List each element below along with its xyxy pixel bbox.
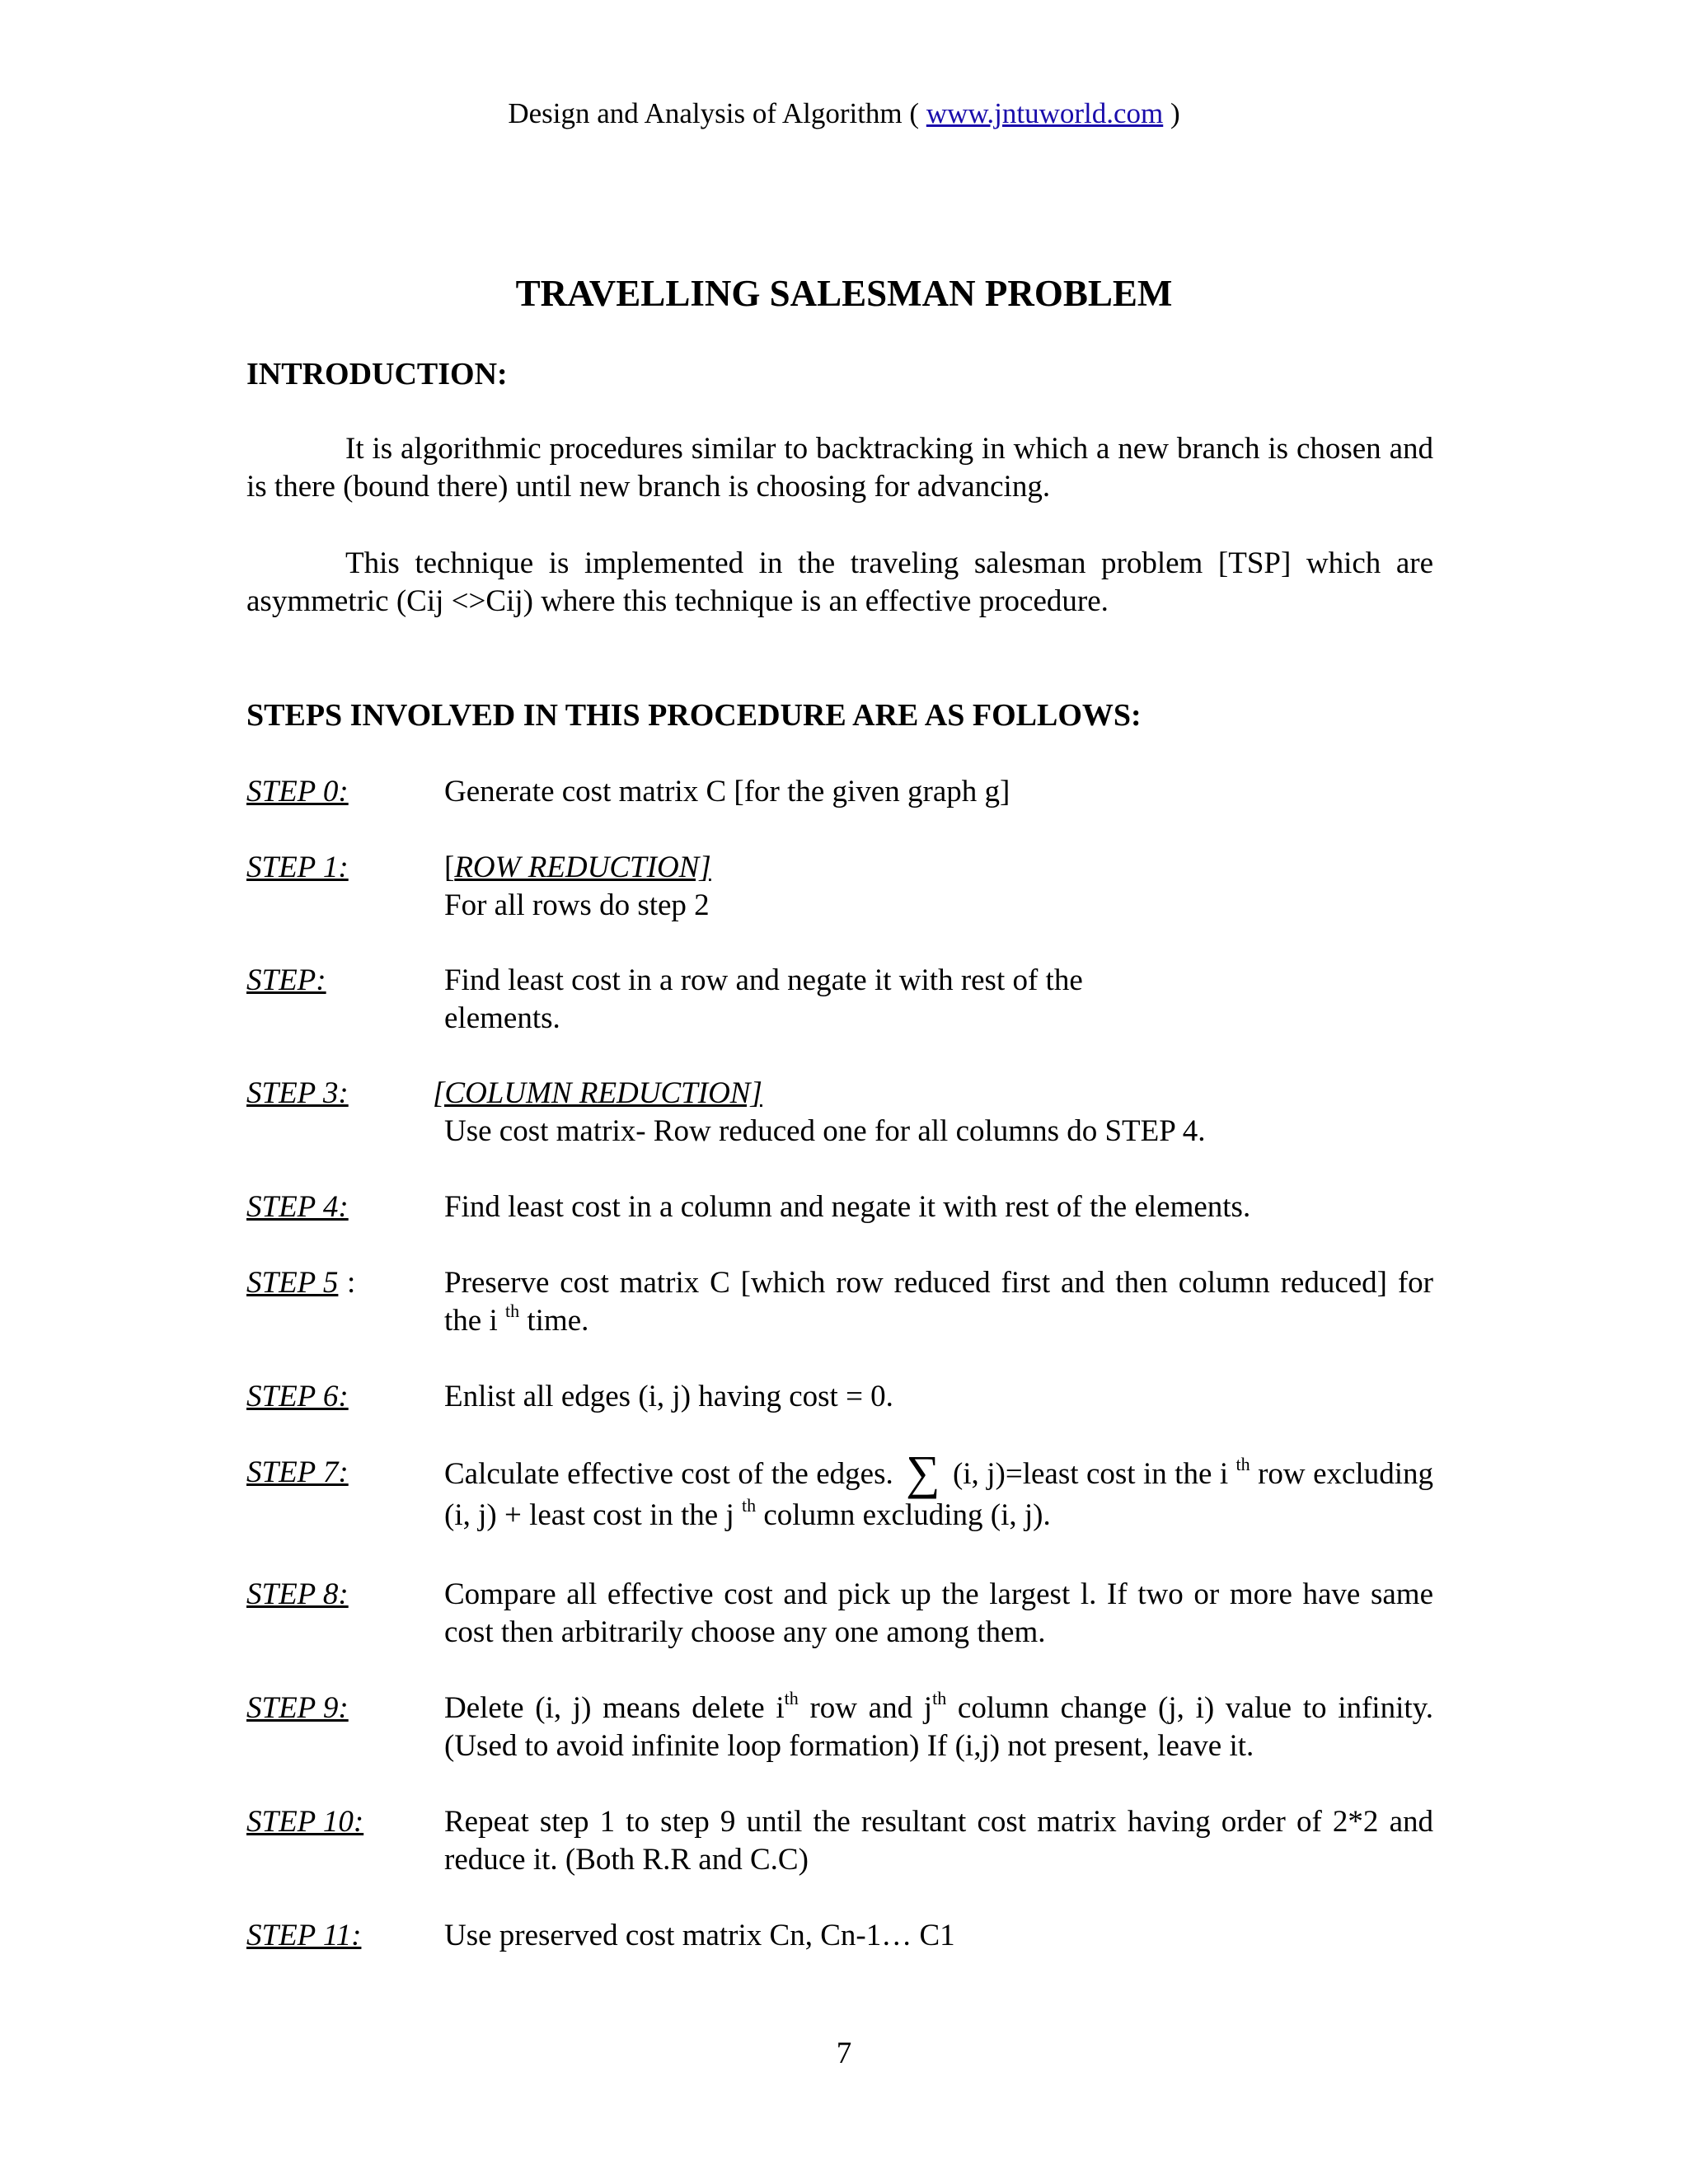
step-4 (246, 1188, 1433, 1271)
step-body (433, 1075, 1433, 1151)
step-text-part: row and j (798, 1691, 933, 1725)
step-subheading: [COLUMN REDUCTION] (433, 1076, 762, 1110)
step-text: Repeat step 1 to step 9 until the resultant cost matrix having order of 2*2 and reduce it. (Both R.R and C.C) (444, 1805, 1433, 1877)
superscript-th: th (784, 1688, 799, 1708)
intro-paragraph-1: It is algorithmic procedures similar to backtracking in which a new branch is chosen and is there (bound there) until new branch is choosing for advancing. (246, 432, 1433, 504)
step-label: STEP 4: (246, 1190, 349, 1224)
step-1 (246, 849, 1433, 931)
step-text (444, 1264, 1433, 1340)
superscript-th: th (932, 1688, 947, 1708)
step-label: STEP 9: (246, 1691, 349, 1725)
bracket-open: [ (444, 851, 455, 884)
step-7 (246, 1446, 1433, 1536)
step-10 (246, 1803, 1433, 1886)
step-text-line-2: elements. (444, 1001, 560, 1035)
step-9 (246, 1690, 1433, 1772)
step-subheading-line (433, 1075, 1433, 1113)
step-text-line-1: Find least cost in a row and negate it with rest of the (444, 963, 1083, 997)
step-label-colon: : (347, 1266, 356, 1300)
superscript-th: th (504, 1301, 520, 1321)
step-label: STEP 10: (246, 1805, 364, 1839)
step-8 (246, 1576, 1433, 1658)
superscript-th: th (742, 1495, 757, 1516)
step-body (444, 849, 1433, 925)
step-0 (246, 773, 1433, 855)
step-text-part: Delete (i, j) means delete i (444, 1691, 785, 1725)
step-text: Use cost matrix- Row reduced one for all columns do STEP 4. (444, 1114, 1206, 1148)
introduction-heading: INTRODUCTION: (246, 357, 508, 391)
step-label: STEP 11: (246, 1919, 362, 1952)
step-text (444, 1446, 1433, 1536)
page-number: 7 (836, 2036, 852, 2070)
step-text-part: Preserve cost matrix C [which row reduced first and then column reduced] for the i (444, 1266, 1433, 1338)
step-body (444, 962, 1186, 1038)
step-text: Enlist all edges (i, j) having cost = 0. (444, 1380, 893, 1413)
step-label: STEP 8: (246, 1577, 349, 1611)
header-suffix: ) (1163, 97, 1180, 129)
document-title: TRAVELLING SALESMAN PROBLEM (515, 273, 1173, 314)
steps-heading: STEPS INVOLVED IN THIS PROCEDURE ARE AS FOLLOWS: (246, 698, 1142, 733)
step-subheading-line (444, 849, 1433, 887)
step-6 (246, 1378, 1433, 1460)
step-text: Find least cost in a column and negate it with rest of the elements. (444, 1190, 1251, 1224)
step-text: Use preserved cost matrix Cn, Cn-1… C1 (444, 1919, 955, 1952)
step-label: STEP 6: (246, 1380, 349, 1413)
step-2 (246, 962, 1433, 1044)
superscript-th: th (1236, 1454, 1250, 1474)
step-label: STEP 5 (246, 1266, 339, 1300)
intro-paragraph-2: This technique is implemented in the traveling salesman problem [TSP] which are asymmetric (Cij <>Cij) where this technique is an effective procedure. (246, 546, 1433, 618)
header-prefix: Design and Analysis of Algorithm ( (508, 97, 926, 129)
step-3 (246, 1075, 1433, 1157)
step-subheading: ROW REDUCTION] (454, 851, 711, 884)
header-link[interactable]: www.jntuworld.com (926, 97, 1164, 129)
step-11 (246, 1917, 1433, 1999)
step-label: STEP: (246, 963, 326, 997)
step-text-part: Calculate effective cost of the edges. (444, 1457, 902, 1491)
page-header (0, 97, 1688, 130)
step-text: Generate cost matrix C [for the given graph g] (444, 775, 1010, 808)
sigma-icon: ∑ (906, 1446, 940, 1499)
step-label: STEP 7: (246, 1455, 349, 1489)
step-text (444, 1690, 1433, 1765)
step-text-part: row excluding (i, j) + least cost in the j (444, 1457, 1433, 1532)
step-label: STEP 3: (246, 1076, 349, 1110)
step-label: STEP 0: (246, 775, 349, 808)
step-text: Compare all effective cost and pick up the largest l. If two or more have same cost then arbitrarily choose any one among them. (444, 1577, 1433, 1649)
step-5 (246, 1264, 1433, 1347)
step-text: For all rows do step 2 (444, 888, 710, 922)
step-label: STEP 1: (246, 851, 349, 884)
step-text-part: time. (519, 1304, 589, 1338)
step-text-part: column change (j, i) value to infinity. (Used to avoid infinite loop formation) If (i,j) not present, leave it. (444, 1691, 1433, 1763)
step-text-part: (i, j)=least cost in the i (945, 1457, 1236, 1491)
step-text-part: column excluding (i, j). (756, 1498, 1051, 1532)
